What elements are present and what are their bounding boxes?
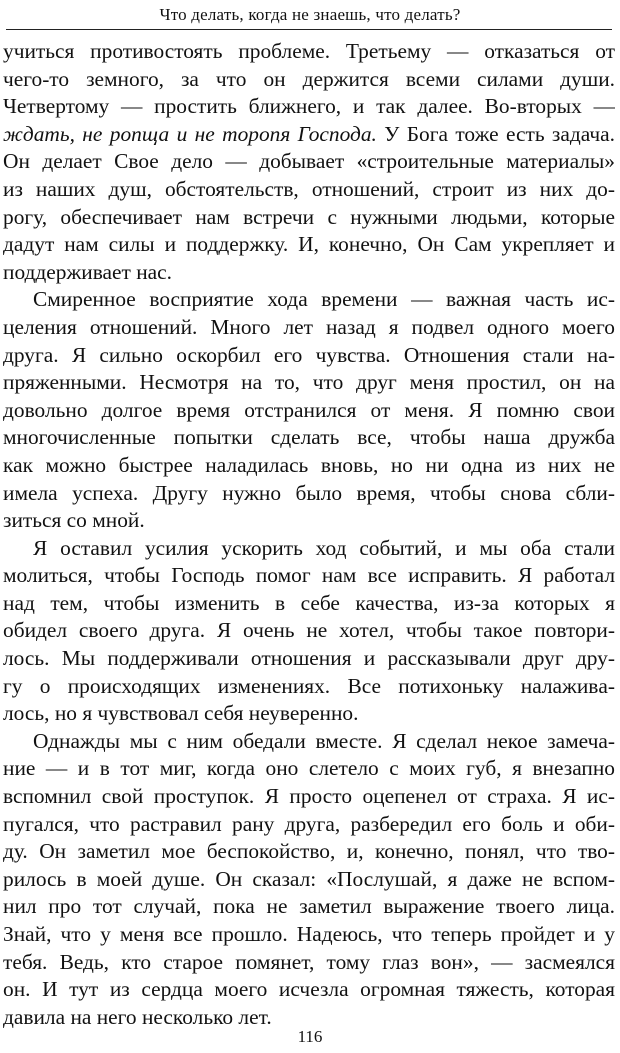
text-line: довольно долгое время отстранился от меня. Я помню свои bbox=[3, 397, 615, 422]
paragraph-start-line: Я оставил усилия ускорить ход событий, и мы оба стали bbox=[33, 535, 615, 560]
text-line: вспомнил свой проступок. Я просто оцепенел от страха. Я ис- bbox=[3, 784, 615, 809]
page-number: 116 bbox=[297, 1027, 323, 1046]
italic-phrase: ждать, не ропща и не торопя Господа. bbox=[3, 121, 377, 146]
body-text bbox=[3, 38, 615, 1031]
text-line: имела успеха. Другу нужно было время, чтобы снова сбли- bbox=[3, 480, 615, 505]
text-line: друга. Я сильно оскорбил его чувства. Отношения стали на- bbox=[3, 342, 615, 367]
paragraph-end-line: лось, но я чувствовал себя неуверенно. bbox=[3, 701, 359, 726]
text-line: Он делает Свое дело — добывает «строительные материалы» bbox=[3, 149, 615, 174]
text-line: Знай, что у меня все прошло. Надеюсь, что теперь пройдет и у bbox=[3, 922, 615, 946]
text-line: тебя. Ведь, кто старое помянет, тому глаз вон», — засмеялся bbox=[3, 949, 615, 974]
text-line: учиться противостоять проблеме. Третьему — отказаться от bbox=[3, 39, 615, 63]
text-line: целения отношений. Много лет назад я подвел одного моего bbox=[3, 314, 615, 339]
text-line: ду. Он заметил мое беспокойство, и, конечно, понял, что тво- bbox=[3, 839, 615, 864]
text-line: он. И тут из сердца моего исчезла огромная тяжесть, которая bbox=[3, 977, 615, 1002]
paragraph-start-line: Однажды мы с ним обедали вместе. Я сделал некое замеча- bbox=[33, 728, 615, 753]
text-line: пряженными. Несмотря на то, что друг меня простил, он на bbox=[3, 370, 615, 395]
text-line: многочисленные попытки сделать все, чтобы наша дружба bbox=[3, 425, 615, 450]
text-line-rest: У Бога тоже есть задача. bbox=[376, 121, 615, 146]
text-line: Четвертому — простить ближнего, и так далее. Во-вторых — bbox=[3, 94, 615, 119]
header-rule bbox=[6, 29, 612, 30]
paragraph-end-line: давила на него несколько лет. bbox=[3, 1004, 272, 1029]
text-line: над тем, чтобы изменить в себе качества, из-за которых я bbox=[3, 590, 615, 615]
text-line: пугался, что растравил рану друга, разбередил его боль и оби- bbox=[3, 811, 615, 836]
text-line: обидел своего друга. Я очень не хотел, чтобы такое повтори- bbox=[3, 618, 615, 643]
paragraph-start-line: Смиренное восприятие хода времени — важная часть ис- bbox=[33, 287, 615, 312]
text-line: дадут нам силы и поддержку. И, конечно, Он Сам укрепляет и bbox=[3, 232, 615, 257]
text-line: рилось в моей душе. Он сказал: «Послушай, я даже не вспом- bbox=[3, 866, 615, 891]
text-line bbox=[3, 121, 615, 149]
text-line: нил про тот случай, пока не заметил выражение твоего лица. bbox=[3, 894, 615, 919]
paragraph-end-line: поддерживает нас. bbox=[3, 259, 172, 284]
paragraph-end-line: зиться со мной. bbox=[3, 508, 145, 533]
running-title: Что делать, когда не знаешь, что делать? bbox=[159, 5, 461, 24]
text-line: как можно быстрее наладилась вновь, но ни одна из них не bbox=[3, 452, 615, 477]
text-line: из наших душ, обстоятельств, отношений, строит из них до- bbox=[3, 176, 615, 201]
text-line: чего-то земного, за что он держится всеми силами души. bbox=[3, 66, 615, 91]
text-line: рогу, обеспечивает нам встречи с нужными людьми, которые bbox=[3, 204, 615, 229]
text-line: гу о происходящих изменениях. Все потихоньку налаживa- bbox=[3, 673, 615, 698]
text-line: лось. Мы поддерживали отношения и рассказывали друг дру- bbox=[3, 646, 615, 671]
text-line: ние — и в тот миг, когда оно слетело с моих губ, я внезапно bbox=[3, 756, 615, 781]
text-line: молиться, чтобы Господь помог нам все исправить. Я работал bbox=[3, 563, 615, 588]
